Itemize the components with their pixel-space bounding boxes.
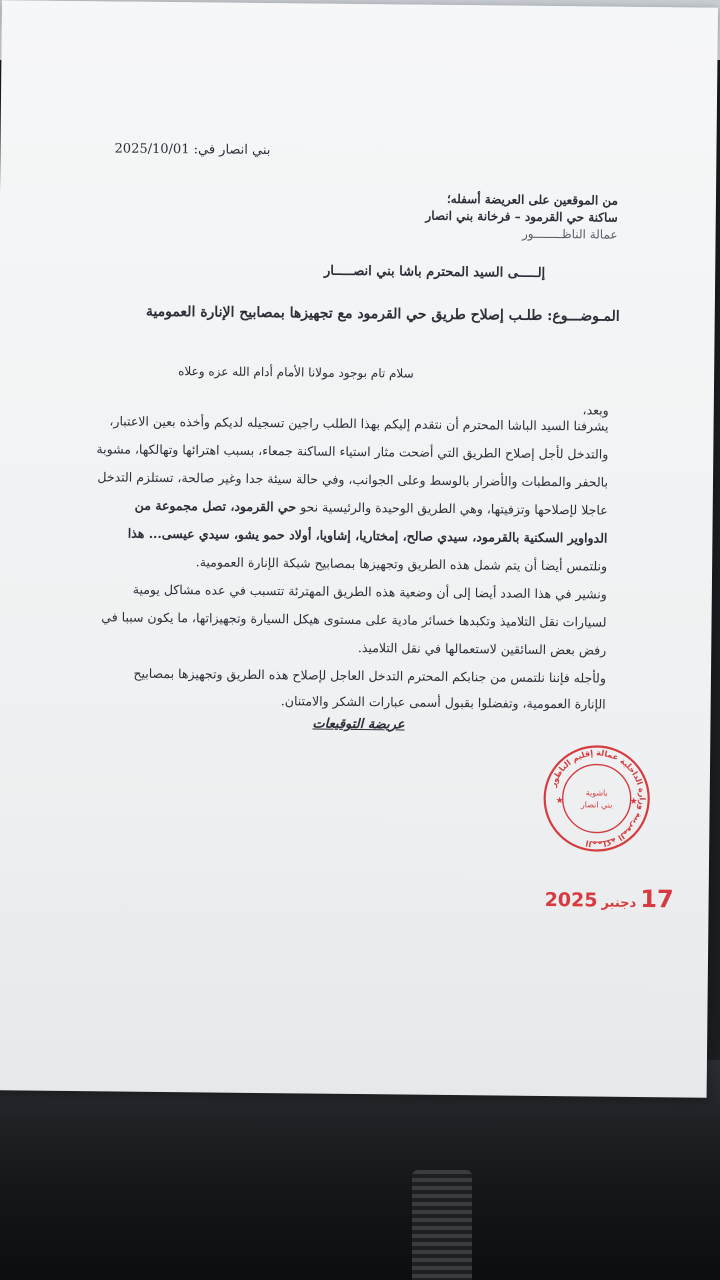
stamp-center-line-1: باشوية [585,788,608,798]
received-year: 2025 [544,888,598,912]
svg-text:★: ★ [629,796,638,807]
body-line: الدواوير السكنية بالقرمود، سيدي صالح، إمختاريا، إشاويا، أولاد حمو يشو، سيدي عيسى... هذا [127,525,608,546]
body-line: ولأجله فإننا نلتمس من جنابكم المحترم التدخل العاجل لإصلاح هذه الطريق وتجهيزها بمصابيح [133,665,607,686]
body-line: رفض بعض السائقين لاستعمالها في نقل التلاميذ. [357,640,607,658]
body-line: ونلتمس أيضا أن يتم شمل هذه الطريق وتجهيزها بمصابيح شبكة الإنارة العمومية. [195,554,608,574]
body-line: يشرفنا السيد الباشا المحترم أن نتقدم إليكم بهذا الطلب راجين تسجيله لديكم وأخذه بعين الاعتبار، [109,413,609,434]
from-line-1: من الموقعين على العريضة أسفله؛ [446,191,619,208]
stamp-ring-text: المملكة المغربية وزارة الداخلية عمالة إقليم الناظور [548,748,647,849]
body-line: الإنارة العمومية، وتفضلوا بقبول أسمى عبارات الشكر والامتنان. [280,693,606,712]
body-line: والتدخل لأجل إصلاح الطريق التي أضحت مثار استياء الساكنة جمعاء، بسبب اهترائها وتهالكها، مشوبة [96,441,609,462]
body-line: عاجلا لإصلاحها وتزفيتها، وهي الطريق الوحيدة والرئيسية نحو حي القرمود، تصل مجموعة من [134,497,608,518]
body-line: لسيارات نقل التلاميذ وتكبدها خسائر مادية على مستوى هيكل السيارة وتجهيزاتها، ما يكون سببا في [101,609,607,630]
greeting-line: سلام تام بوجود مولانا الأمام أدام الله عزه وعلاه [178,364,414,381]
received-month: دجنبر [601,895,637,911]
stamp-seal-icon [544,746,649,851]
recipient-line: إلـــــى السيد المحترم باشا بني انصـــــار [323,263,546,281]
body-line: بالحفر والمطبات والأضرار بالوسط وعلى الجوانب، وفي حالة سيئة جدا وغير صالحة، تستلزم التدخل [97,469,609,490]
received-date-stamp [545,884,674,913]
received-day: 17 [640,884,674,914]
official-stamp [541,743,652,854]
from-line-3: عمالة الناظــــــــور [521,226,618,242]
stamp-center-line-2: بني انصار [580,800,613,810]
body-line: وبعد، [582,402,609,418]
from-line-2: ساكنة حي القرمود – فرخانة بني انصار [425,208,618,225]
body-line: ونشير في هذا الصدد أيضا إلى أن وضعية هذه الطريق المهترئة تتسبب في عده مشاكل يومية [132,581,607,602]
place-date: بني انصار في: 2025/10/01 [114,141,271,159]
signatures-label: عريضة التوقيعات [312,716,405,733]
svg-text:★: ★ [555,796,564,807]
seat-zipper [412,1170,472,1280]
subject-line: المـوضـــوع: طلـب إصلاح طريق حي القرمود مع تجهيزها بمصابيح الإنارة العمومية [145,303,620,325]
